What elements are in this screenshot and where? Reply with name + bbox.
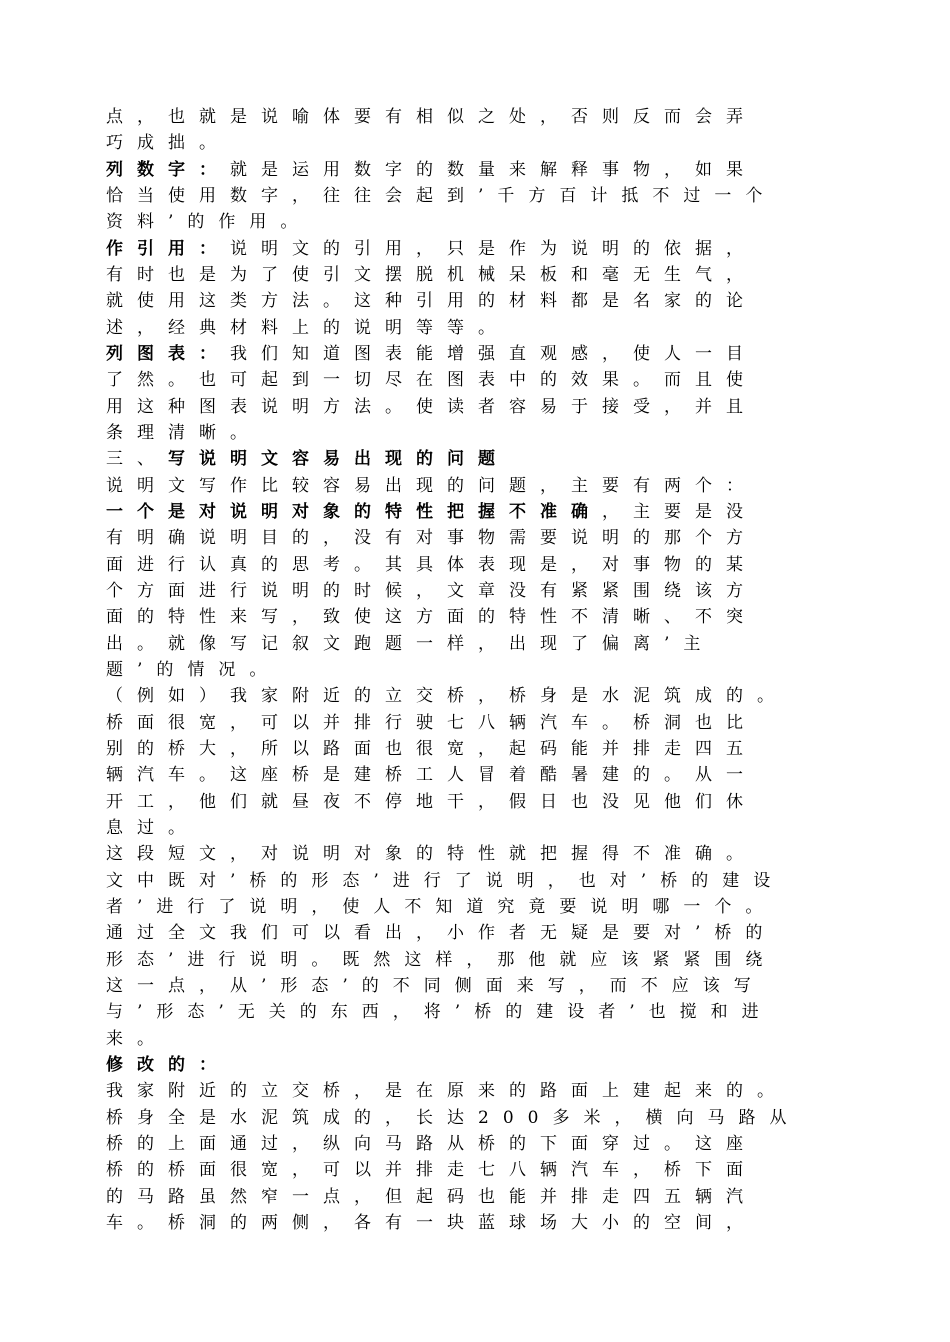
text-line: 作引用：说明文的引用，只是作为说明的依据， [106, 239, 757, 259]
text-line: 我家附近的立交桥，是在原来的路面上建起来的。 [106, 1081, 788, 1101]
text-line: 题’的情况。 [106, 660, 281, 680]
text-line: 资料’的作用。 [106, 212, 312, 232]
text-line: 来。 [106, 1029, 168, 1049]
text-line: 桥的桥面很宽，可以并排走七八辆汽车，桥下面 [106, 1160, 757, 1180]
section-heading: 列图表： [106, 344, 230, 364]
text-line: 巧成拙。 [106, 133, 230, 153]
text-line: 的马路虽然窄一点，但起码也能并排走四五辆汽 [106, 1187, 757, 1207]
text-line: 恰当使用数字，往往会起到’千方百计抵不过一个 [106, 186, 777, 206]
text-line: 述，经典材料上的说明等等。 [106, 318, 509, 338]
text-line: 这段短文，对说明对象的特性就把握得不准确。 [106, 844, 757, 864]
text-line: 面的特性来写，致使这方面的特性不清晰、不突 [106, 607, 757, 627]
section-heading: 写说明文容易出现的问题 [168, 449, 509, 469]
section-heading: 列数字： [106, 160, 230, 180]
text-line: 三、写说明文容易出现的问题 [106, 449, 509, 469]
text-line: 文中既对’桥的形态’进行了说明，也对’桥的建设 [106, 871, 785, 891]
text-line: 列数字：就是运用数字的数量来解释事物，如果 [106, 160, 757, 180]
text-line: 条理清晰。 [106, 423, 261, 443]
text-line [106, 1052, 230, 1078]
section-heading: 修改的： [106, 1055, 230, 1075]
text-line: 桥面很宽，可以并排行驶七八辆汽车。桥洞也比 [106, 713, 757, 733]
section-heading: 作引用： [106, 239, 230, 259]
text-line: 个方面进行说明的时候，文章没有紧紧围绕该方 [106, 581, 757, 601]
text-line: 一个是对说明对象的特性把握不准确，主要是没 [106, 502, 757, 522]
text-line: 面进行认真的思考。其具体表现是，对事物的某 [106, 555, 757, 575]
text-line: 桥的上面通过，纵向马路从桥的下面穿过。这座 [106, 1134, 757, 1154]
text-line: 通过全文我们可以看出，小作者无疑是要对’桥的 [106, 923, 777, 943]
text-line: （例如）我家附近的立交桥，桥身是水泥筑成的。 [106, 686, 788, 706]
text-line: 这一点，从’形态’的不同侧面来写，而不应该写 [106, 976, 765, 996]
text-line: 开工，他们就昼夜不停地干，假日也没见他们休 [106, 792, 757, 812]
text-line: 点，也就是说喻体要有相似之处，否则反而会弄 [106, 107, 757, 127]
text-line: 别的桥大，所以路面也很宽，起码能并排走四五 [106, 739, 757, 759]
text-line: 车。桥洞的两侧，各有一块蓝球场大小的空间， [106, 1213, 757, 1233]
text-line: 辆汽车。这座桥是建桥工人冒着酷暑建的。从一 [106, 765, 757, 785]
text-line: 息过。 [106, 818, 199, 838]
text-line: 有时也是为了使引文摆脱机械呆板和毫无生气， [106, 265, 757, 285]
section-heading: 一个是对说明对象的特性把握不准确 [106, 502, 602, 522]
text-line: 了然。也可起到一切尽在图表中的效果。而且使 [106, 370, 757, 390]
text-line: 与’形态’无关的东西，将’桥的建设者’也搅和进 [106, 1002, 773, 1022]
text-line: 形态’进行说明。既然这样，那他就应该紧紧围绕 [106, 950, 777, 970]
text-line: 说明文写作比较容易出现的问题，主要有两个： [106, 476, 757, 496]
text-line: 有明确说明目的，没有对事物需要说明的那个方 [106, 528, 757, 548]
text-line: 就使用这类方法。这种引用的材料都是名家的论 [106, 291, 757, 311]
text-line: 出。就像写记叙文跑题一样，出现了偏离’主 [106, 634, 715, 654]
text-line: 桥身全是水泥筑成的，长达200多米，横向马路从 [106, 1108, 801, 1128]
text-line: 列图表：我们知道图表能增强直观感，使人一目 [106, 344, 757, 364]
text-line: 用这种图表说明方法。使读者容易于接受，并且 [106, 397, 757, 417]
text-line: 者’进行了说明，使人不知道究竟要说明哪一个。 [106, 897, 777, 917]
